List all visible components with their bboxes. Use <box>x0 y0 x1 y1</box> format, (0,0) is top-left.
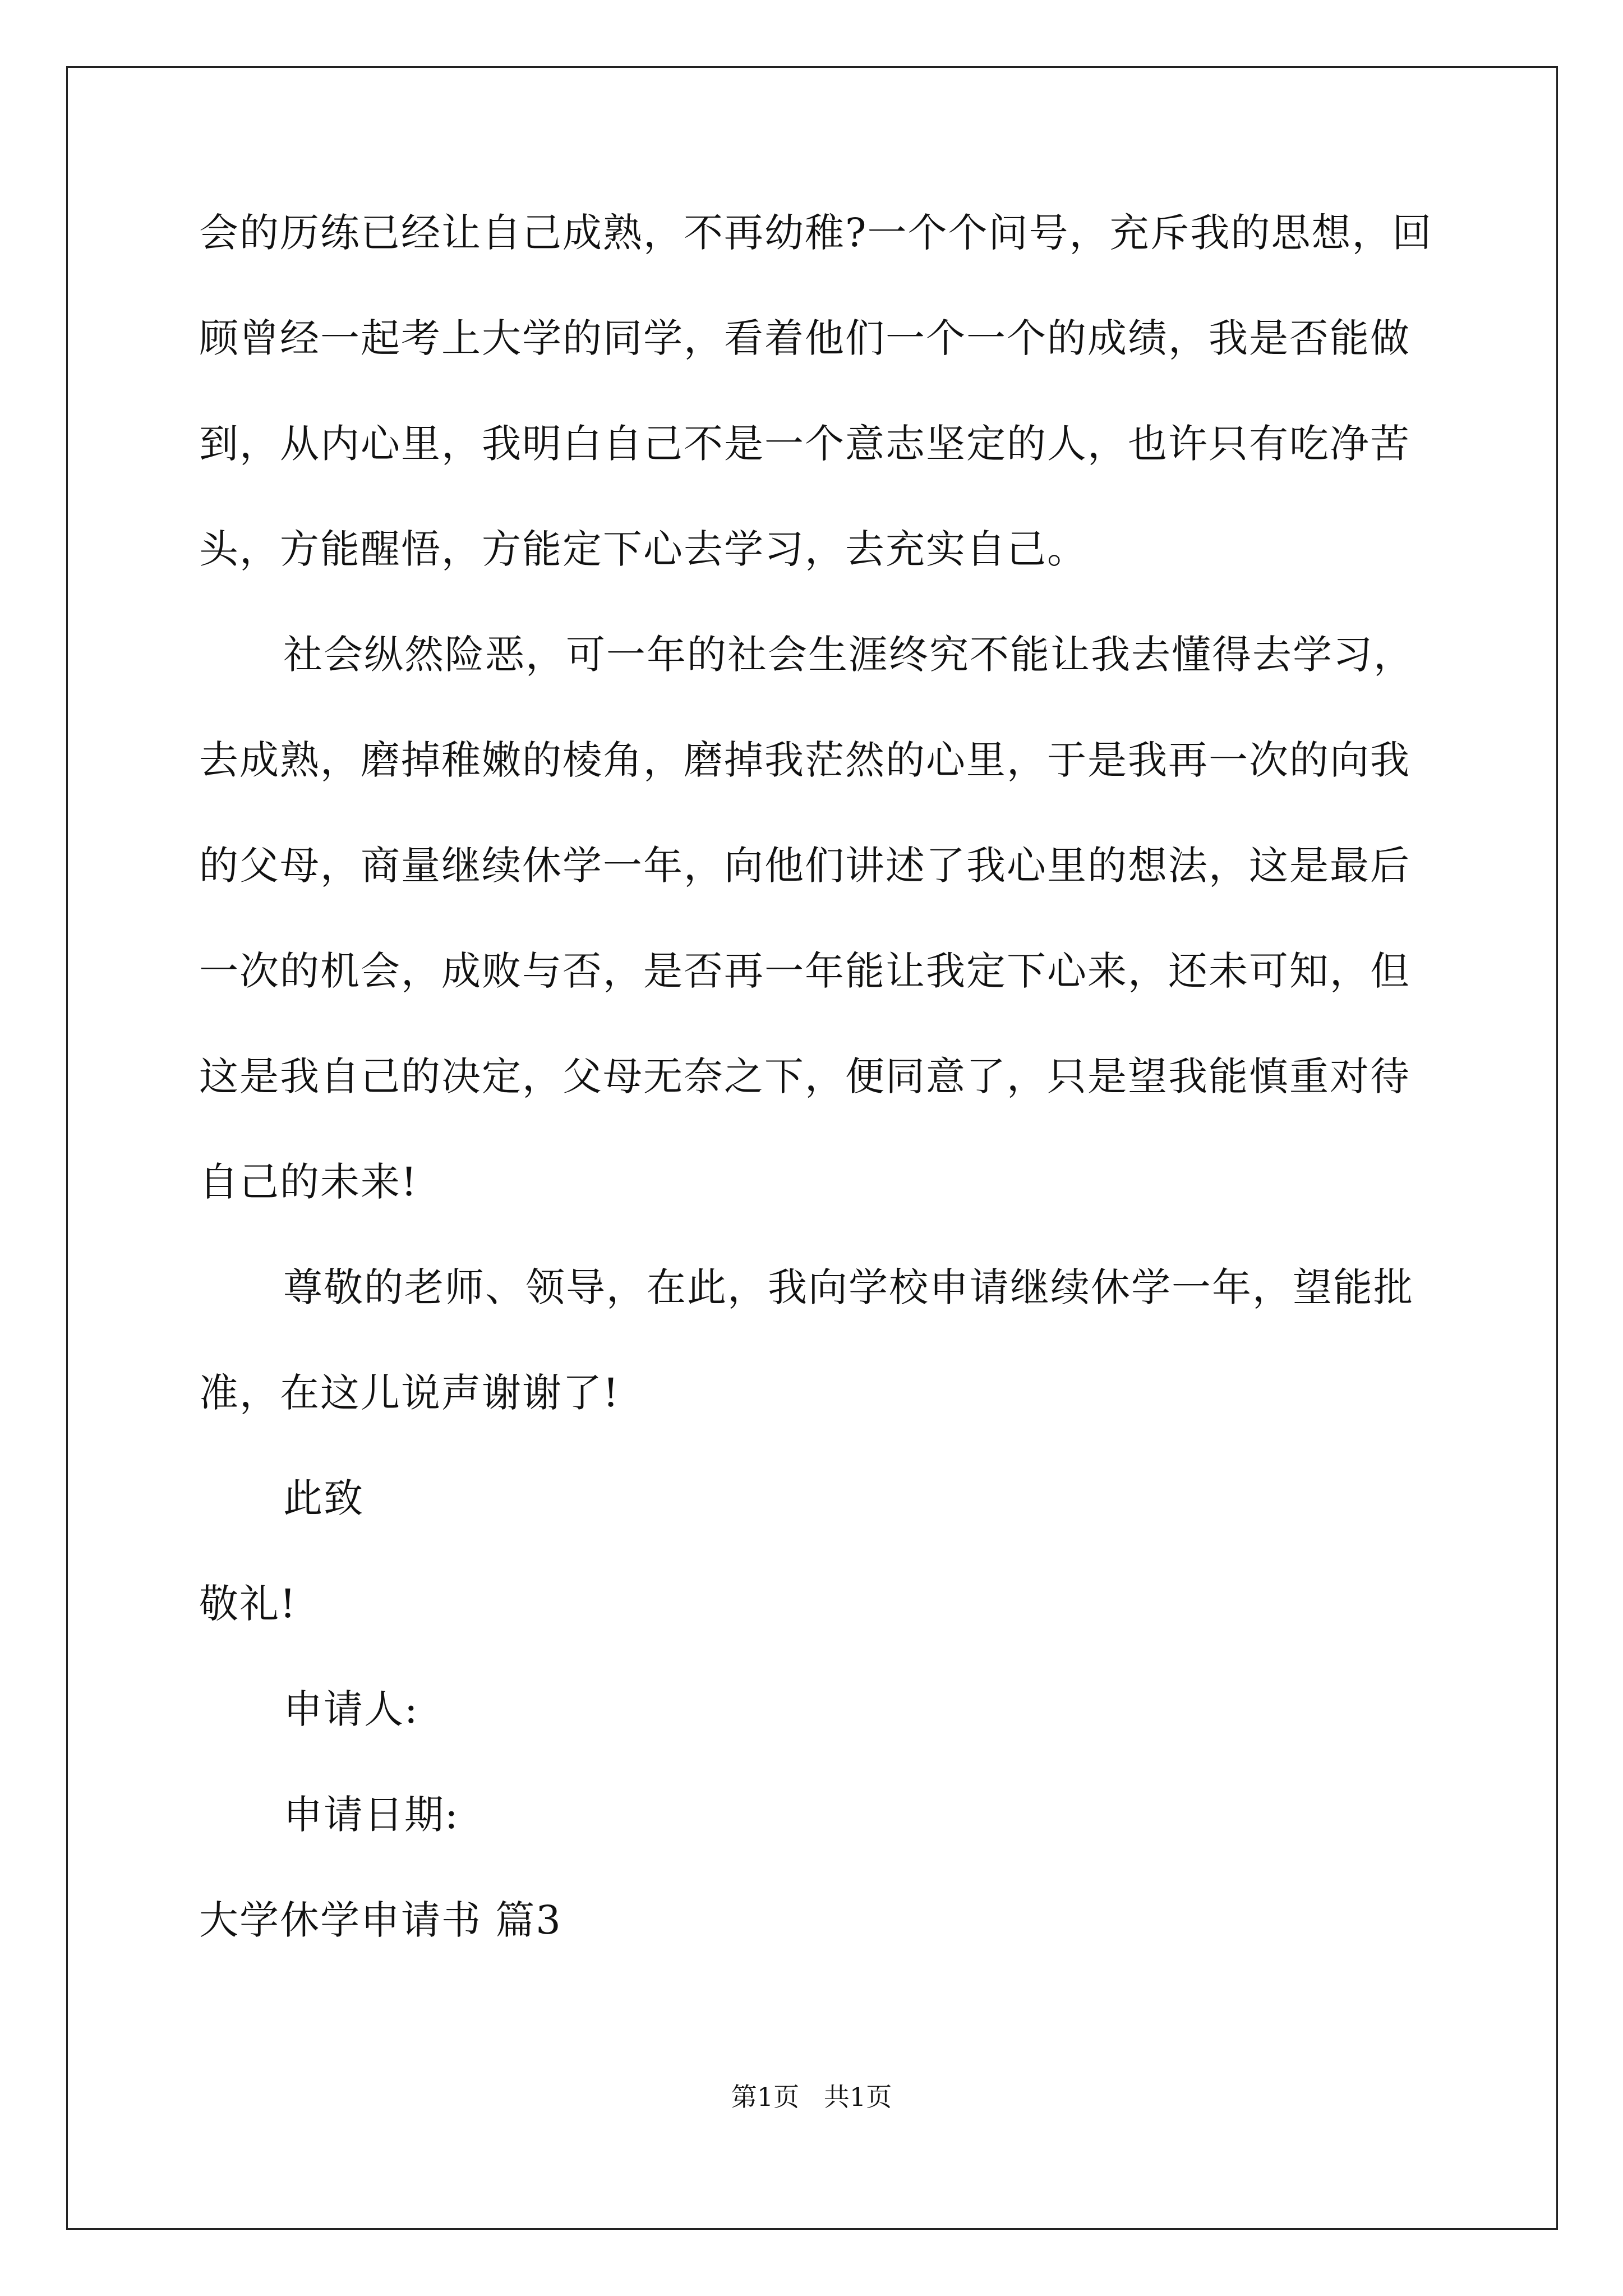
paragraph-start: 社会纵然险恶，可一年的社会生涯终究不能让我去懂得去学习， <box>283 632 1414 678</box>
text-line: 头，方能醒悟，方能定下心去学习，去充实自己。 <box>199 526 1087 572</box>
text-line: 准，在这儿说声谢谢了! <box>199 1370 620 1416</box>
text-line: 顾曾经一起考上大学的同学，看着他们一个一个的成绩，我是否能做 <box>199 315 1410 361</box>
text-line: 会的历练已经让自己成熟，不再幼稚?一个个问号，充斥我的思想，回 <box>199 210 1433 256</box>
page-footer: 第1页 共1页 <box>731 2082 892 2112</box>
text-line: 自己的未来! <box>199 1159 418 1205</box>
text-line: 一次的机会，成败与否，是否再一年能让我定下心来，还未可知，但 <box>199 948 1410 994</box>
applicant-label: 申请人: <box>283 1686 419 1732</box>
paragraph-start: 尊敬的老师、领导，在此，我向学校申请继续休学一年，望能批 <box>283 1264 1414 1310</box>
closing-salutation: 此致 <box>283 1475 364 1521</box>
section-heading: 大学休学申请书 篇3 <box>199 1897 562 1943</box>
text-line: 这是我自己的决定，父母无奈之下，便同意了，只是望我能慎重对待 <box>199 1053 1410 1099</box>
application-date-label: 申请日期: <box>283 1792 459 1838</box>
text-line: 到，从内心里，我明白自己不是一个意志坚定的人，也许只有吃净苦 <box>199 421 1410 467</box>
text-line: 去成熟，磨掉稚嫩的棱角，磨掉我茫然的心里，于是我再一次的向我 <box>199 737 1410 783</box>
closing-regards: 敬礼! <box>199 1581 297 1627</box>
text-line: 的父母，商量继续休学一年，向他们讲述了我心里的想法，这是最后 <box>199 843 1410 889</box>
